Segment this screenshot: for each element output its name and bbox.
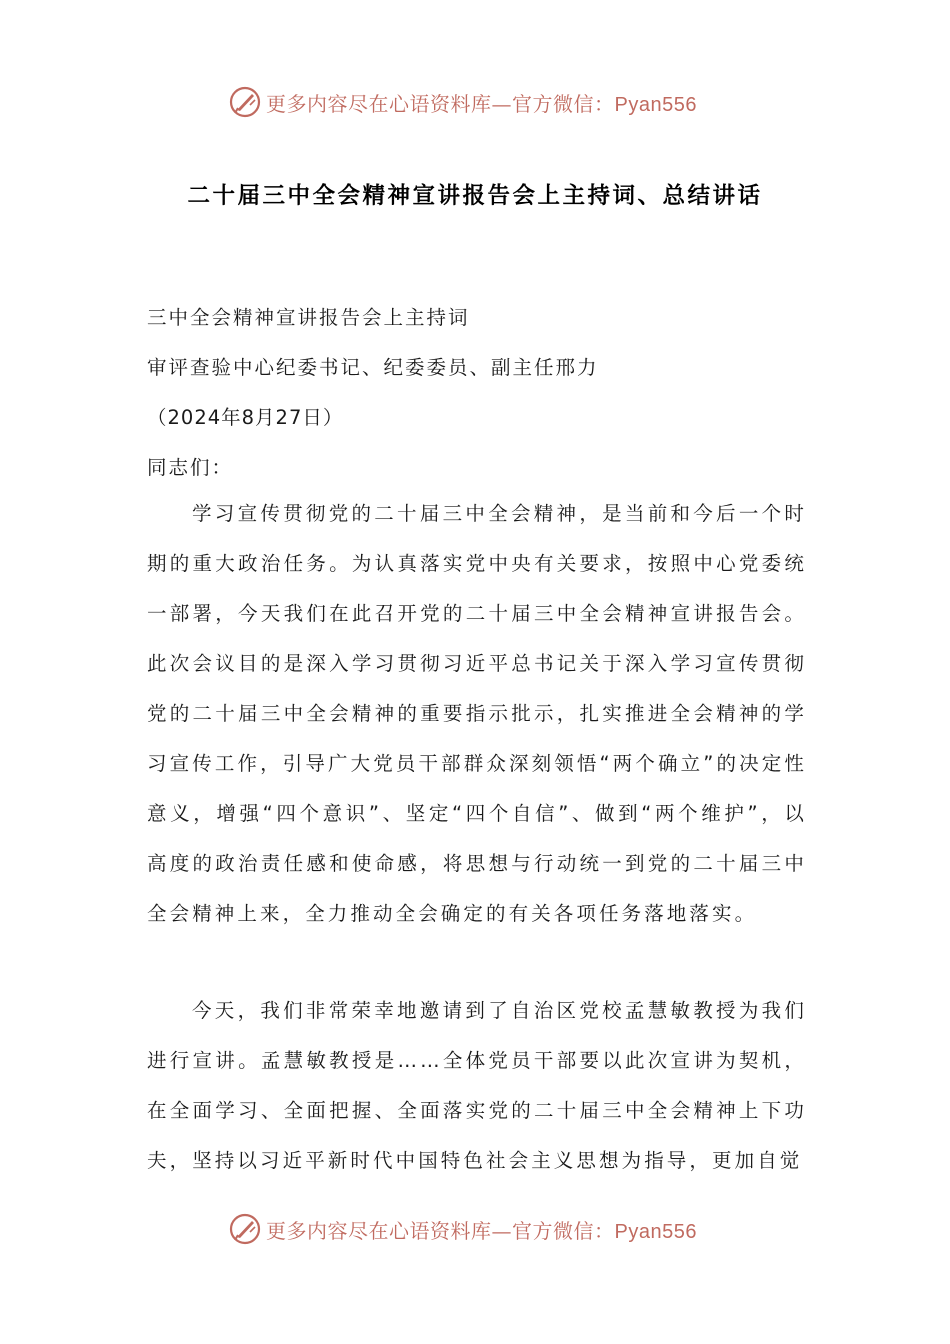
watermark-site: 更多内容尽在心语资料库 [266,1218,492,1243]
watermark-site: 更多内容尽在心语资料库 [266,91,492,116]
watermark-handle: Pyan556 [614,93,697,116]
quill-logo-icon [228,1212,262,1246]
header-watermark-banner [0,78,950,126]
watermark-text [266,88,697,117]
document-title: 二十届三中全会精神宣讲报告会上主持词、总结讲话 [187,183,763,209]
watermark-wechat-label: 官方微信： [512,1218,615,1243]
footer-watermark-banner [0,1205,950,1253]
salutation: 同志们： [147,456,234,479]
document-subtitle: 三中全会精神宣讲报告会上主持词 [147,306,470,329]
watermark-wechat-label: 官方微信： [512,91,615,116]
body-paragraph-1: 学习宣传贯彻党的二十届三中全会精神，是当前和今后一个时期的重大政治任务。为认真落实党中央有关要求，按照中心党委统一部署，今天我们在此召开党的二十届三中全会精神宣讲报告会。此次会议目的是深入学习贯彻习近平总书记关于深入学习宣传贯彻党的二十届三中全会精神的重要指示批示，扎实推进全会精神的学习宣传工作，引导广大党员干部群众深刻领悟“两个确立”的决定性意义，增强“四个意识”、坚定“四个自信”、做到“两个维护”，以高度的政治责任感和使命感，将思想与行动统一到党的二十届三中全会精神上来，全力推动全会确定的有关各项任务落地落实。 [147,502,807,925]
speaker-line: 审评查验中心纪委书记、纪委委员、副主任邢力 [147,356,599,379]
body-paragraph-2: 今天，我们非常荣幸地邀请到了自治区党校孟慧敏教授为我们进行宣讲。孟慧敏教授是……全体党员干部要以此次宣讲为契机，在全面学习、全面把握、全面落实党的二十届三中全会精神上下功夫，坚持以习近平新时代中国特色社会主义思想为指导，更加自觉 [147,999,807,1172]
watermark-dash: — [491,91,512,116]
watermark-dash: — [491,1218,512,1243]
watermark-handle: Pyan556 [614,1220,697,1243]
quill-logo-icon [228,85,262,119]
watermark-text [266,1215,697,1244]
date-line: （2024年8月27日） [147,406,344,429]
